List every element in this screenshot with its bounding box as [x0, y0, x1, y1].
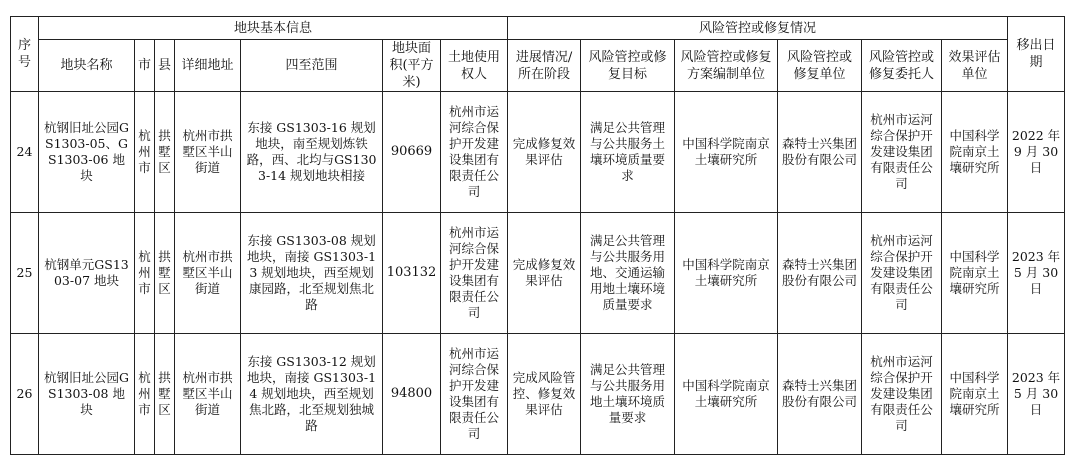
- cell-progress: 完成修复效果评估: [508, 92, 581, 213]
- cell-target: 满足公共管理与公共服务用地土壤环境质量要求: [581, 334, 675, 455]
- cell-area: 103132: [383, 213, 441, 334]
- cell-plan-unit: 中国科学院南京土壤研究所: [675, 92, 778, 213]
- cell-bounds: 东接 GS1303-08 规划地块，南接 GS1303-13 规划地块，西至规划康园路，北至规划焦北路: [241, 213, 383, 334]
- cell-removal-date: 2022 年9 月 30日: [1008, 92, 1065, 213]
- cell-target: 满足公共管理与公共服务土壤环境质量要求: [581, 92, 675, 213]
- cell-client: 杭州市运河综合保护开发建设集团有限责任公司: [862, 92, 942, 213]
- header-group-basic: 地块基本信息: [39, 17, 508, 40]
- cell-removal-date: 2023 年5 月 30日: [1008, 213, 1065, 334]
- cell-city: 杭州市: [135, 334, 155, 455]
- cell-rep-unit: 森特士兴集团股份有限公司: [778, 334, 862, 455]
- remediation-table: [10, 16, 1065, 455]
- cell-area: 94800: [383, 334, 441, 455]
- table-row: [11, 334, 1065, 455]
- cell-city: 杭州市: [135, 92, 155, 213]
- cell-target: 满足公共管理与公共服务用地、交通运输用地土壤环境质量要求: [581, 213, 675, 334]
- cell-removal-date: 2023 年5 月 30日: [1008, 334, 1065, 455]
- header-seq: 序号: [11, 17, 39, 92]
- header-target: 风险管控或修复目标: [581, 40, 675, 92]
- cell-name: 杭钢单元GS1303-07 地块: [39, 213, 135, 334]
- cell-client: 杭州市运河综合保护开发建设集团有限责任公司: [862, 334, 942, 455]
- header-eval-unit: 效果评估单位: [942, 40, 1008, 92]
- cell-address: 杭州市拱墅区半山街道: [175, 334, 241, 455]
- header-city: 市: [135, 40, 155, 92]
- cell-plan-unit: 中国科学院南京土壤研究所: [675, 334, 778, 455]
- cell-plan-unit: 中国科学院南京土壤研究所: [675, 213, 778, 334]
- cell-seq: 25: [11, 213, 39, 334]
- cell-eval-unit: 中国科学院南京土壤研究所: [942, 334, 1008, 455]
- cell-address: 杭州市拱墅区半山街道: [175, 213, 241, 334]
- cell-name: 杭钢旧址公园GS1303-08 地块: [39, 334, 135, 455]
- header-column-row: [11, 40, 1065, 92]
- table-row: [11, 213, 1065, 334]
- cell-owner: 杭州市运河综合保护开发建设集团有限责任公司: [441, 213, 508, 334]
- cell-county: 拱墅区: [155, 92, 175, 213]
- header-removal-date: 移出日期: [1008, 17, 1065, 92]
- cell-area: 90669: [383, 92, 441, 213]
- header-plan-unit: 风险管控或修复方案编制单位: [675, 40, 778, 92]
- header-bounds: 四至范围: [241, 40, 383, 92]
- cell-county: 拱墅区: [155, 213, 175, 334]
- cell-seq: 24: [11, 92, 39, 213]
- cell-bounds: 东接 GS1303-16 规划地块，南至规划炼铁路，西、北均与GS1303-14 规划地块相接: [241, 92, 383, 213]
- header-address: 详细地址: [175, 40, 241, 92]
- header-progress: 进展情况/所在阶段: [508, 40, 581, 92]
- cell-city: 杭州市: [135, 213, 155, 334]
- header-client: 风险管控或修复委托人: [862, 40, 942, 92]
- cell-owner: 杭州市运河综合保护开发建设集团有限责任公司: [441, 92, 508, 213]
- header-area: 地块面积(平方米): [383, 40, 441, 92]
- header-group-risk: 风险管控或修复情况: [508, 17, 1008, 40]
- cell-county: 拱墅区: [155, 334, 175, 455]
- cell-client: 杭州市运河综合保护开发建设集团有限责任公司: [862, 213, 942, 334]
- cell-rep-unit: 森特士兴集团股份有限公司: [778, 213, 862, 334]
- cell-address: 杭州市拱墅区半山街道: [175, 92, 241, 213]
- cell-owner: 杭州市运河综合保护开发建设集团有限责任公司: [441, 334, 508, 455]
- table-row: [11, 92, 1065, 213]
- document-table-wrapper: [10, 16, 1065, 455]
- header-group-row: [11, 17, 1065, 40]
- cell-eval-unit: 中国科学院南京土壤研究所: [942, 213, 1008, 334]
- cell-name: 杭钢旧址公园GS1303-05、GS1303-06 地块: [39, 92, 135, 213]
- header-name: 地块名称: [39, 40, 135, 92]
- cell-rep-unit: 森特士兴集团股份有限公司: [778, 92, 862, 213]
- cell-bounds: 东接 GS1303-12 规划地块，南接 GS1303-14 规划地块，西至规划焦北路，北至规划独城路: [241, 334, 383, 455]
- cell-seq: 26: [11, 334, 39, 455]
- header-county: 县: [155, 40, 175, 92]
- header-rep-unit: 风险管控或修复单位: [778, 40, 862, 92]
- cell-progress: 完成修复效果评估: [508, 213, 581, 334]
- cell-progress: 完成风险管控、修复效果评估: [508, 334, 581, 455]
- header-owner: 土地使用权人: [441, 40, 508, 92]
- cell-eval-unit: 中国科学院南京土壤研究所: [942, 92, 1008, 213]
